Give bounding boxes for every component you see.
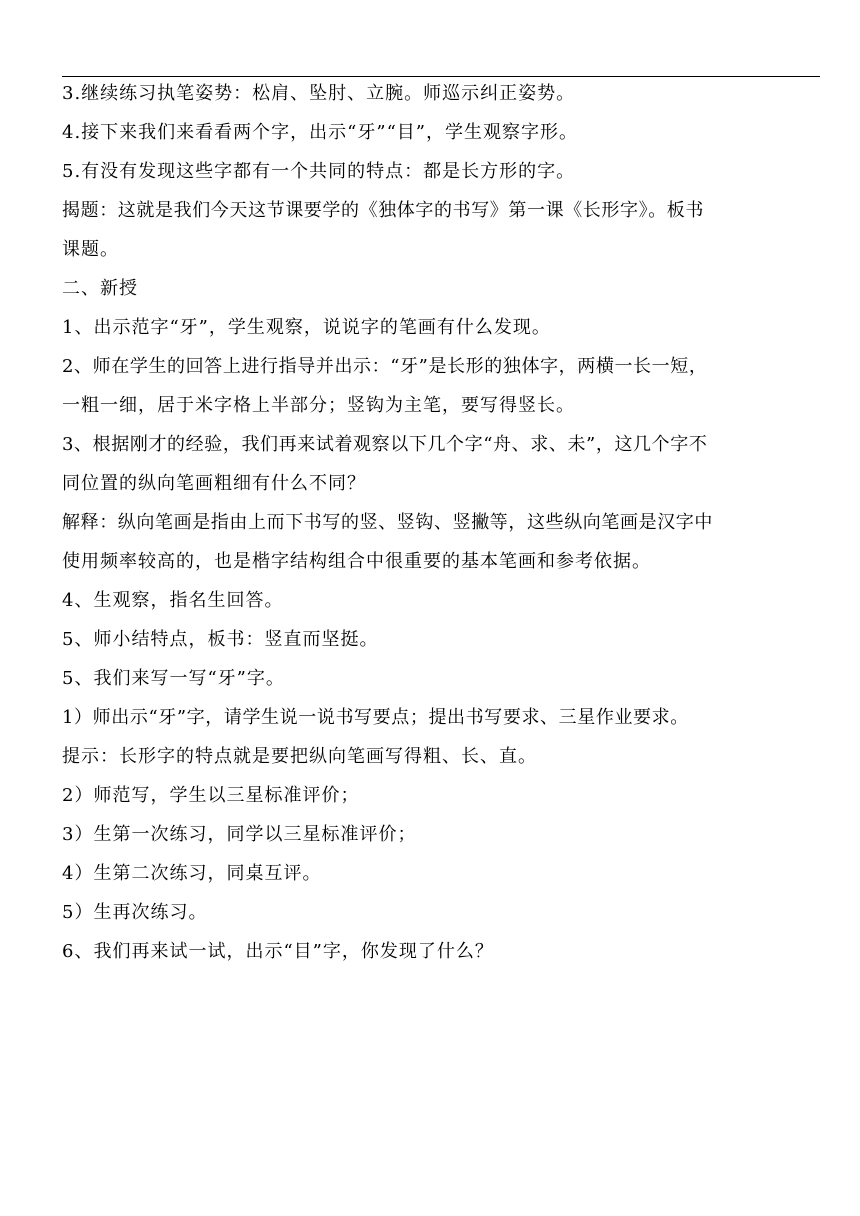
header-rule bbox=[62, 76, 820, 77]
section-heading: 二、新授 bbox=[62, 278, 138, 299]
paragraph-line: 使用频率较高的，也是楷字结构组合中很重要的基本笔画和参考依据。 bbox=[62, 551, 651, 572]
paragraph-line: 5.有没有发现这些字都有一个共同的特点：都是长方形的字。 bbox=[62, 161, 576, 182]
paragraph-line: 4）生第二次练习，同桌互评。 bbox=[62, 863, 322, 884]
paragraph-line: 揭题：这就是我们今天这节课要学的《独体字的书写》第一课《长形字》。板书 bbox=[62, 200, 704, 221]
paragraph-line: 2）师范写，学生以三星标准评价； bbox=[62, 785, 360, 806]
paragraph-line: 1、出示范字“牙”，学生观察，说说字的笔画有什么发现。 bbox=[62, 317, 551, 338]
paragraph-line: 同位置的纵向笔画粗细有什么不同？ bbox=[62, 473, 366, 494]
paragraph-line: 课题。 bbox=[62, 239, 119, 260]
document-page bbox=[62, 0, 820, 1216]
paragraph-line: 5、我们来写一写“牙”字。 bbox=[62, 668, 285, 689]
paragraph-line: 3、根据刚才的经验，我们再来试着观察以下几个字“舟、求、未”，这几个字不 bbox=[62, 434, 708, 455]
paragraph-line: 4、生观察，指名生回答。 bbox=[62, 590, 284, 611]
document-body bbox=[62, 84, 820, 981]
paragraph-line: 一粗一细，居于米字格上半部分；竖钩为主笔，要写得竖长。 bbox=[62, 395, 575, 416]
paragraph-line: 解释：纵向笔画是指由上而下书写的竖、竖钩、竖撇等，这些纵向笔画是汉字中 bbox=[62, 512, 713, 533]
paragraph-line: 6、我们再来试一试，出示“目”字，你发现了什么？ bbox=[62, 941, 494, 962]
paragraph-line: 提示：长形字的特点就是要把纵向笔画写得粗、长、直。 bbox=[62, 746, 537, 767]
paragraph-line: 2、师在学生的回答上进行指导并出示：“牙”是长形的独体字，两横一长一短， bbox=[62, 356, 708, 377]
paragraph-line: 5、师小结特点，板书：竖直而坚挺。 bbox=[62, 629, 379, 650]
paragraph-line: 4.接下来我们来看看两个字，出示“牙”“目”，学生观察字形。 bbox=[62, 122, 578, 143]
paragraph-line: 1）师出示“牙”字，请学生说一说书写要点；提出书写要求、三星作业要求。 bbox=[62, 707, 689, 728]
paragraph-line: 3）生第一次练习，同学以三星标准评价； bbox=[62, 824, 417, 845]
paragraph-line: 3.继续练习执笔姿势：松肩、坠肘、立腕。师巡示纠正姿势。 bbox=[62, 83, 576, 104]
paragraph-line: 5）生再次练习。 bbox=[62, 902, 208, 923]
